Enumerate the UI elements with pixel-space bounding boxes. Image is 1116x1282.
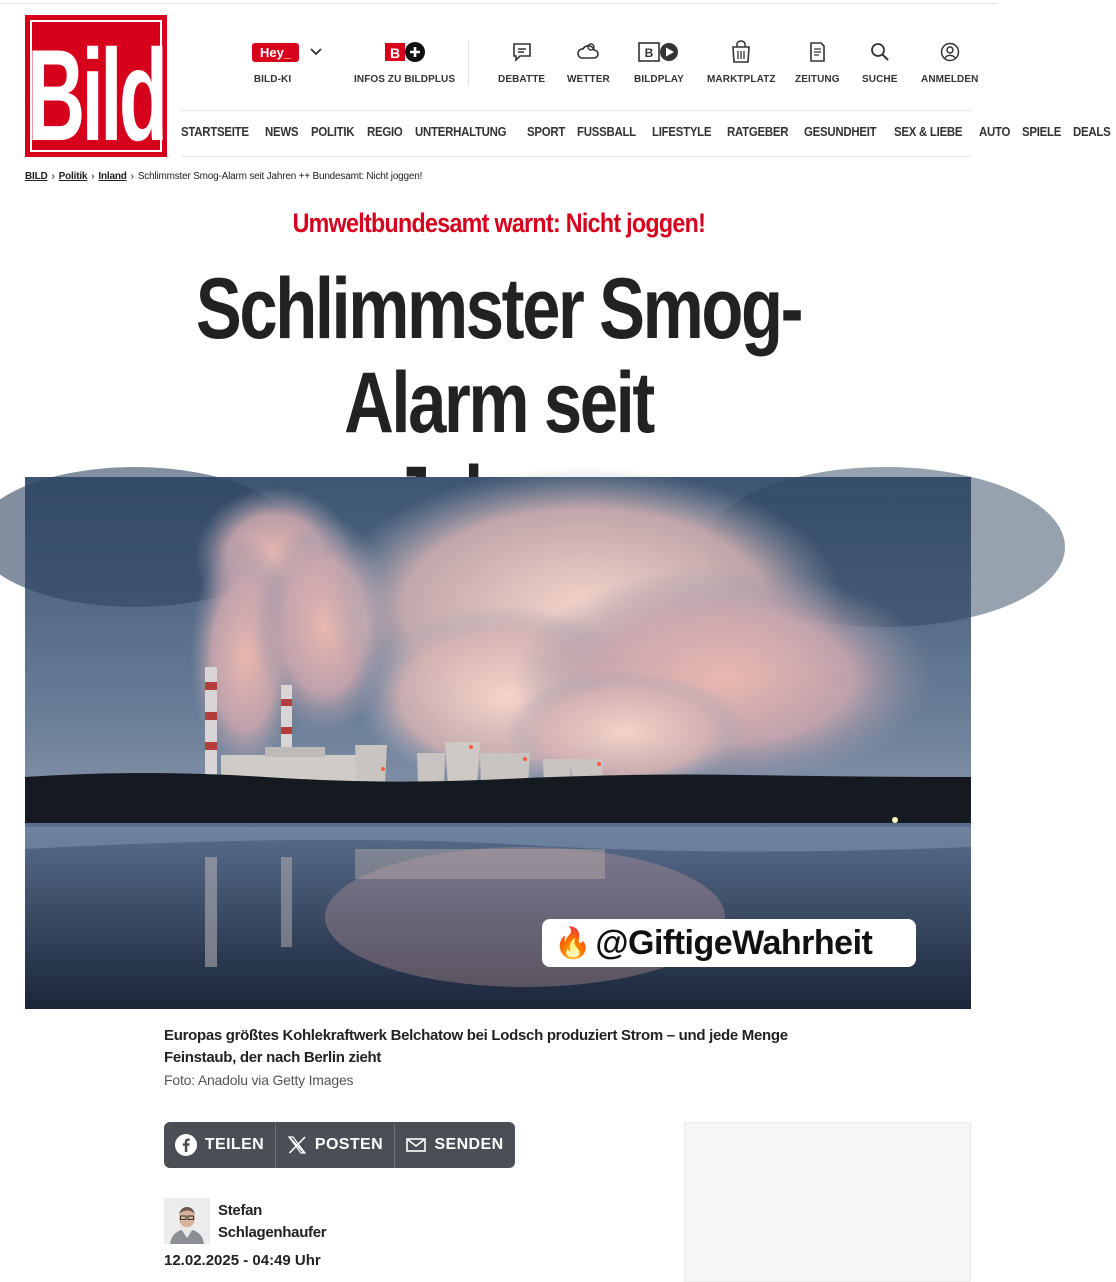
hey-badge <box>252 38 323 66</box>
nav-item-unterhaltung[interactable]: UNTERHALTUNG <box>415 124 507 139</box>
watermark-badge <box>542 919 916 967</box>
publish-date: 12.02.2025 - 04:49 Uhr <box>164 1252 321 1269</box>
anmelden-button[interactable] <box>921 38 978 85</box>
wetter-label: WETTER <box>567 74 610 85</box>
user-icon <box>940 42 960 62</box>
nav-top-border <box>181 110 971 111</box>
nav-item-sport[interactable]: SPORT <box>526 124 565 139</box>
debatte-label: DEBATTE <box>498 74 546 85</box>
nav-item-gesundheit[interactable]: GESUNDHEIT <box>803 124 877 139</box>
top-border <box>0 0 997 4</box>
bild-logo[interactable] <box>25 15 167 168</box>
author-avatar[interactable] <box>164 1198 210 1244</box>
bildplus-info-label: INFOS ZU BILDPLUS <box>354 74 456 85</box>
share-facebook-label: TEILEN <box>204 1136 265 1153</box>
author-last-name: Schlagenhaufer <box>218 1224 327 1241</box>
fire-icon: 🔥 <box>554 926 592 960</box>
breadcrumb-separator: › <box>130 171 134 182</box>
share-bar <box>164 1122 515 1168</box>
share-facebook-button[interactable] <box>164 1122 275 1168</box>
article-kicker <box>0 208 997 239</box>
facebook-icon <box>175 1134 197 1156</box>
wetter-link[interactable] <box>567 38 610 85</box>
bild-ki-link[interactable] <box>252 38 323 85</box>
kicker-text: Umweltbundesamt warnt: Nicht joggen! <box>292 208 705 238</box>
nav-item-lifestyle[interactable]: LIFESTYLE <box>651 124 712 139</box>
suche-label: SUCHE <box>862 74 898 85</box>
nav-item-auto[interactable]: AUTO <box>978 124 1010 139</box>
chevron-down-icon <box>309 45 323 59</box>
nav-item-regio[interactable]: REGIO <box>367 124 403 139</box>
breadcrumb <box>25 171 422 182</box>
suche-button[interactable] <box>862 38 898 85</box>
nav-item-politik[interactable]: POLITIK <box>310 124 355 139</box>
headline-line-1: Schlimmster Smog-Alarm seit <box>195 261 802 451</box>
marktplatz-label: MARKTPLATZ <box>707 74 776 85</box>
breadcrumb-inland[interactable]: Inland <box>98 171 127 182</box>
share-mail-button[interactable] <box>394 1122 515 1168</box>
breadcrumb-bild[interactable]: BILD <box>25 171 48 182</box>
nav-item-spiele[interactable]: SPIELE <box>1021 124 1061 139</box>
breadcrumb-politik[interactable]: Politik <box>58 171 88 182</box>
weather-cloud-icon <box>576 41 600 63</box>
zeitung-link[interactable] <box>795 38 840 85</box>
x-logo-icon <box>287 1135 307 1155</box>
marketplace-icon <box>730 40 752 64</box>
watermark-handle: @GiftigeWahrheit <box>595 923 873 962</box>
svg-text:B: B <box>389 45 400 61</box>
logo-text: Bild <box>27 22 165 168</box>
nav-item-ratgeber[interactable]: RATGEBER <box>726 124 788 139</box>
photo-credit: Foto: Anadolu via Getty Images <box>164 1072 354 1088</box>
bild-ki-label: BILD-KI <box>253 74 292 85</box>
mail-icon <box>406 1137 426 1153</box>
marktplatz-link[interactable] <box>707 38 776 85</box>
breadcrumb-current: Schlimmster Smog-Alarm seit Jahren ++ Bundesamt: Nicht joggen! <box>137 171 423 182</box>
author-name[interactable] <box>218 1200 326 1244</box>
hey-tag: Hey_ <box>252 43 299 62</box>
svg-text:B: B <box>644 46 654 60</box>
bildplus-logo <box>383 38 427 66</box>
anmelden-label: ANMELDEN <box>921 74 979 85</box>
search-icon <box>870 42 890 62</box>
nav-item-deals[interactable]: DEALS <box>1073 124 1111 139</box>
newspaper-icon <box>807 41 827 63</box>
share-x-button[interactable] <box>275 1122 394 1168</box>
header-divider <box>468 40 469 86</box>
breadcrumb-separator: › <box>51 171 55 182</box>
nav-bottom-border <box>181 156 971 157</box>
bildplus-info-link[interactable] <box>354 38 455 85</box>
debatte-link[interactable] <box>498 38 545 85</box>
bild-logo-mark <box>25 15 167 168</box>
author-first-name: Stefan <box>218 1202 263 1219</box>
nav-item-startseite[interactable]: STARTSEITE <box>181 124 249 139</box>
ad-placeholder <box>684 1122 971 1282</box>
bildplay-label: BILDPLAY <box>634 74 684 85</box>
bildplay-link[interactable] <box>634 38 684 85</box>
speech-bubble-icon <box>511 41 533 63</box>
nav-item-sex-liebe[interactable]: SEX & LIEBE <box>893 124 962 139</box>
share-mail-label: SENDEN <box>434 1136 504 1153</box>
author-photo <box>164 1198 210 1244</box>
image-caption: Europas größtes Kohlekraftwerk Belchatow bei Lodsch produziert Strom – und jede Menge Feinstaub, der nach Berlin zieht <box>164 1027 788 1066</box>
main-navigation <box>181 124 1116 144</box>
nav-item-news[interactable]: NEWS <box>265 124 299 139</box>
breadcrumb-separator: › <box>91 171 95 182</box>
play-icon <box>638 41 680 63</box>
share-x-label: POSTEN <box>314 1136 384 1153</box>
nav-item-fussball[interactable]: FUSSBALL <box>577 124 637 139</box>
zeitung-label: ZEITUNG <box>795 74 840 85</box>
